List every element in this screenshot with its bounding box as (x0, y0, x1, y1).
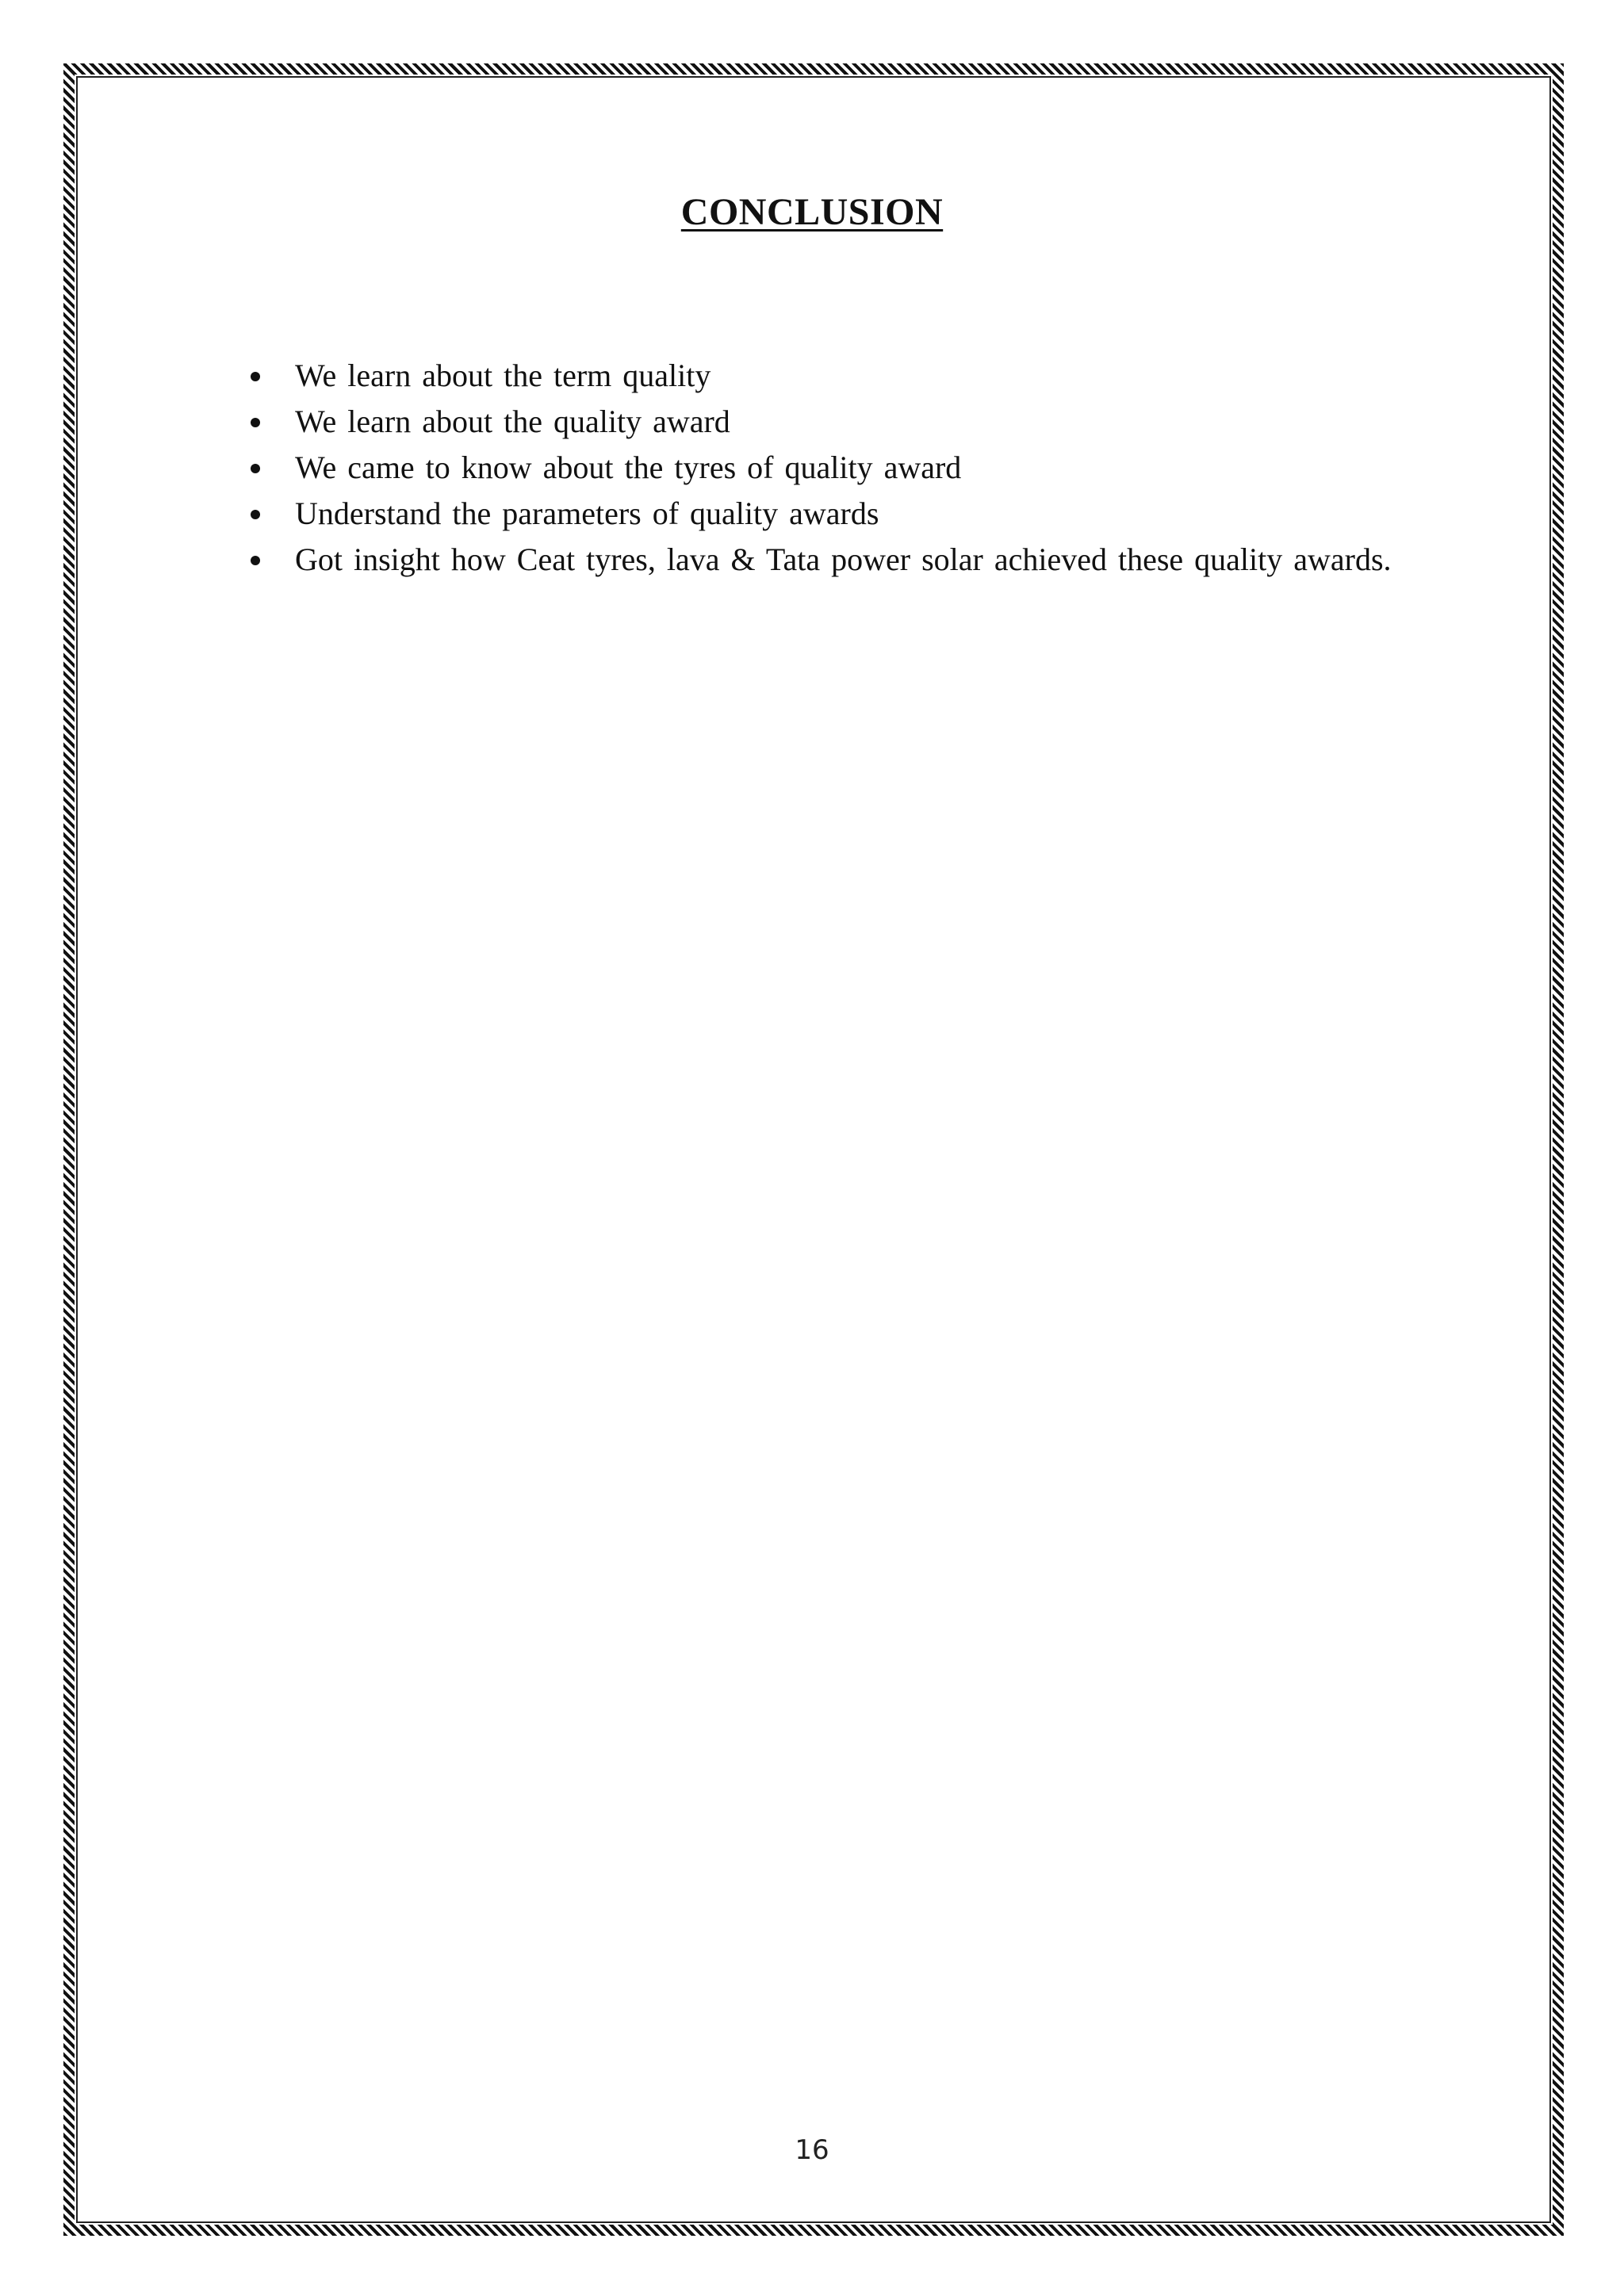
page-number: 16 (795, 2134, 829, 2166)
bullet-text: Got insight how Ceat tyres, lava & Tata power solar achieved these quality awards. (295, 541, 1392, 577)
bullet-text: We came to know about the tyres of quality award (295, 450, 962, 485)
bullet-text: Understand the parameters of quality awards (295, 496, 879, 531)
bullet-text: We learn about the quality award (295, 404, 730, 439)
bullet-icon (251, 464, 260, 473)
bullet-item (247, 537, 1392, 583)
page-title-text: CONCLUSION (680, 191, 944, 233)
bullet-item (247, 491, 1392, 537)
bullet-item (247, 399, 1392, 445)
bullet-icon (251, 510, 260, 519)
conclusion-bullet-list (247, 353, 1392, 583)
bullet-item (247, 445, 1392, 491)
bullet-icon (251, 418, 260, 427)
bullet-icon (251, 556, 260, 565)
bullet-icon (251, 372, 260, 381)
page-title (0, 190, 1624, 234)
bullet-text: We learn about the term quality (295, 358, 711, 393)
bullet-item (247, 353, 1392, 399)
